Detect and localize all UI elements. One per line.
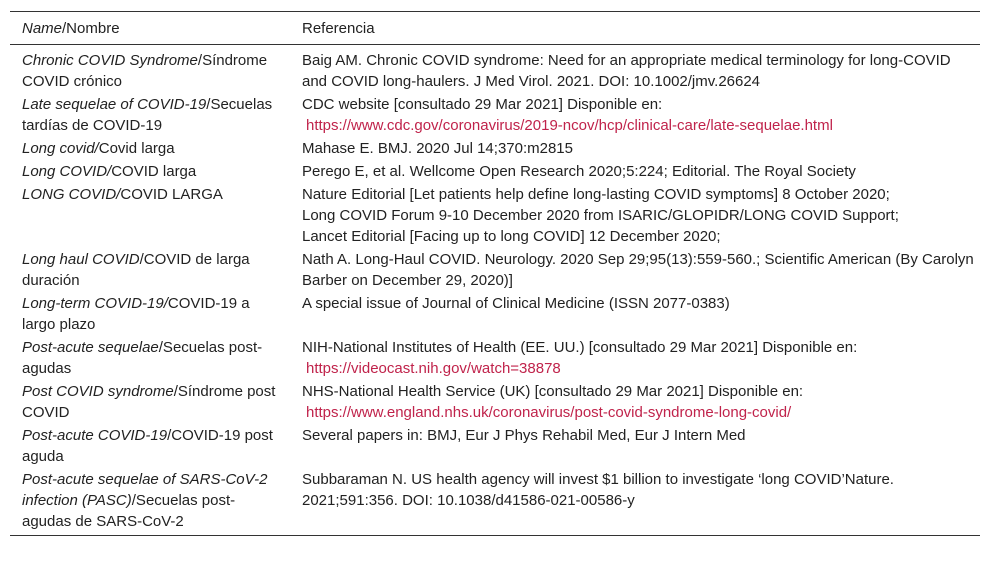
reference-cell	[290, 468, 980, 536]
name-english: Post COVID syndrome	[22, 383, 174, 400]
reference-text: Long COVID Forum 9-10 December 2020 from ISARIC/GLOPIDR/LONG COVID Support;	[302, 207, 899, 224]
table-row	[10, 137, 980, 160]
name-spanish: /Síndrome post COVID	[22, 383, 276, 421]
name-cell	[10, 93, 290, 137]
reference-cell	[290, 45, 980, 94]
name-cell	[10, 160, 290, 183]
reference-text: Mahase E. BMJ. 2020 Jul 14;370:m2815	[302, 140, 573, 157]
table-header-row	[10, 12, 980, 45]
table-row	[10, 468, 980, 536]
name-english: Long COVID/	[22, 163, 112, 180]
name-spanish: /Secuelas tardías de COVID-19	[22, 96, 273, 134]
reference-cell	[290, 248, 980, 292]
name-spanish: /Secuelas post-agudas	[22, 339, 263, 377]
reference-text: CDC website [consultado 29 Mar 2021] Disponible en:	[302, 96, 663, 113]
name-spanish: Covid larga	[98, 140, 175, 157]
reference-text: Baig AM. Chronic COVID syndrome: Need for an appropriate medical terminology for long-COVID and COVID long-haulers. J Med Virol. 2021. DOI: 10.1002/jmv.26624	[302, 52, 951, 90]
reference-table-container	[10, 11, 980, 536]
reference-text: NIH-National Institutes of Health (EE. UU.) [consultado 29 Mar 2021] Disponible en:	[302, 339, 858, 356]
reference-text: NHS-National Health Service (UK) [consultado 29 Mar 2021] Disponible en:	[302, 383, 804, 400]
reference-text: Perego E, et al. Wellcome Open Research 2020;5:224; Editorial. The Royal Society	[302, 163, 856, 180]
name-cell	[10, 424, 290, 468]
header-name-cell: Name/Nombre	[10, 12, 290, 45]
name-spanish: COVID LARGA	[120, 186, 223, 203]
table-row	[10, 380, 980, 424]
name-english: Post-acute sequelae	[22, 339, 159, 356]
reference-text: Nath A. Long-Haul COVID. Neurology. 2020 Sep 29;95(13):559-560.; Scientific American (By Carolyn Barber on December 29, 2020)]	[302, 251, 974, 289]
name-spanish: /COVID de larga duración	[22, 251, 250, 289]
reference-text: A special issue of Journal of Clinical Medicine (ISSN 2077-0383)	[302, 295, 730, 312]
name-spanish: COVID larga	[111, 163, 197, 180]
table-row	[10, 248, 980, 292]
table-row	[10, 45, 980, 94]
name-cell	[10, 137, 290, 160]
table-row	[10, 424, 980, 468]
reference-table	[10, 11, 980, 536]
table-row	[10, 336, 980, 380]
name-spanish: /Secuelas post-agudas de SARS-CoV-2	[22, 492, 236, 530]
table-row	[10, 93, 980, 137]
reference-cell	[290, 380, 980, 424]
reference-link[interactable]: https://www.cdc.gov/coronavirus/2019-ncov/hcp/clinical-care/late-sequelae.html	[306, 117, 833, 134]
name-cell	[10, 45, 290, 94]
name-cell	[10, 336, 290, 380]
name-english: Late sequelae of COVID-19	[22, 96, 207, 113]
name-cell	[10, 183, 290, 248]
name-english: Long covid/	[22, 140, 99, 157]
name-cell	[10, 380, 290, 424]
name-english: Long-term COVID-19/	[22, 295, 168, 312]
name-cell	[10, 292, 290, 336]
reference-cell	[290, 137, 980, 160]
name-english: Long haul COVID	[22, 251, 140, 268]
table-body	[10, 45, 980, 536]
name-english: Post-acute COVID-19	[22, 427, 168, 444]
reference-cell	[290, 93, 980, 137]
name-cell	[10, 248, 290, 292]
reference-text: Several papers in: BMJ, Eur J Phys Rehabil Med, Eur J Intern Med	[302, 427, 746, 444]
reference-cell	[290, 160, 980, 183]
reference-text: Nature Editorial [Let patients help define long-lasting COVID symptoms] 8 October 2020;	[302, 186, 890, 203]
table-row	[10, 160, 980, 183]
reference-text: Subbaraman N. US health agency will invest $1 billion to investigate ‘long COVID’Nature. 2021;591:356. DOI: 10.1038/d41586-021-00586-y	[302, 471, 894, 509]
reference-text: Lancet Editorial [Facing up to long COVID] 12 December 2020;	[302, 228, 721, 245]
name-english: LONG COVID/	[22, 186, 121, 203]
reference-cell	[290, 336, 980, 380]
reference-cell	[290, 183, 980, 248]
reference-link[interactable]: https://www.england.nhs.uk/coronavirus/post-covid-syndrome-long-covid/	[306, 404, 792, 421]
name-spanish: /Síndrome COVID crónico	[22, 52, 268, 90]
name-english: Chronic COVID Syndrome	[22, 52, 198, 69]
name-cell	[10, 468, 290, 536]
name-spanish: /COVID-19 post aguda	[22, 427, 273, 465]
table-row	[10, 183, 980, 248]
table-row	[10, 292, 980, 336]
name-english: Post-acute sequelae of SARS-CoV-2 infection (PASC)	[22, 471, 268, 509]
header-reference-cell: Referencia	[290, 12, 980, 45]
reference-link[interactable]: https://videocast.nih.gov/watch=38878	[306, 360, 561, 377]
name-spanish: COVID-19 a largo plazo	[22, 295, 250, 333]
reference-cell	[290, 424, 980, 468]
reference-cell	[290, 292, 980, 336]
